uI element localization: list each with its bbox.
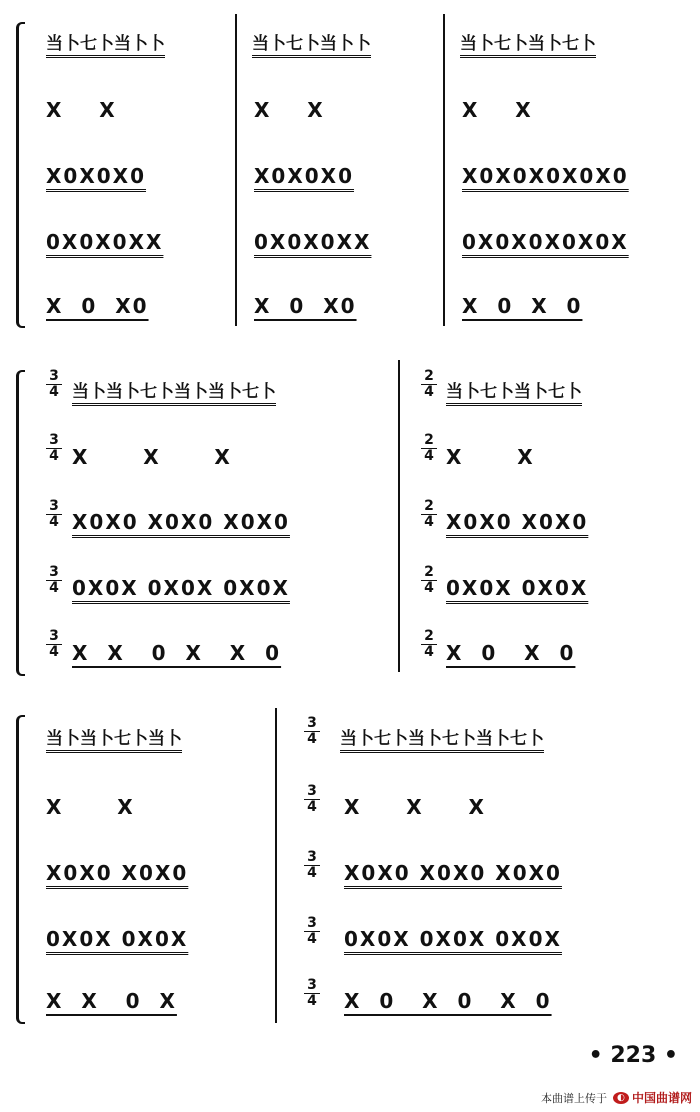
time-signature: 3 4: [304, 784, 320, 815]
time-signature: 3 4: [46, 369, 62, 400]
staff1-row5-m1: X 0 X0: [46, 294, 149, 318]
staff2-row2-m1: X X X: [72, 445, 232, 469]
time-signature: 3 4: [46, 629, 62, 660]
staff1-row2-m1: X X: [46, 98, 117, 122]
staff1-row3-m3: X0X0X0X0X0: [462, 164, 629, 188]
time-signature: 3 4: [304, 978, 320, 1009]
time-signature: 2 4: [421, 433, 437, 464]
staff1-row1-m3: 当卜七卜当卜七卜: [460, 34, 596, 54]
staff3-row1-m1: 当卜当卜七卜当卜: [46, 729, 182, 749]
upload-text: 本曲谱上传于: [540, 1091, 607, 1105]
staff2-row5-m1: X X 0 X X 0: [72, 641, 282, 665]
staff2-row4-m1: 0X0X 0X0X 0X0X: [72, 576, 290, 600]
barline: [443, 14, 445, 326]
staff3-row5-m1: X X 0 X: [46, 989, 177, 1013]
system-brace: [16, 370, 25, 676]
time-signature: 3 4: [304, 716, 320, 747]
barline: [275, 708, 277, 1023]
staff1-row3-m1: X0X0X0: [46, 164, 147, 188]
staff3-row5-m2: X 0 X 0 X 0: [344, 989, 552, 1013]
staff3-row3-m2: X0X0 X0X0 X0X0: [344, 861, 562, 885]
site-logo[interactable]: [613, 1089, 692, 1106]
time-signature: 2 4: [421, 369, 437, 400]
staff1-row3-m2: X0X0X0: [254, 164, 355, 188]
staff3-row4-m2: 0X0X 0X0X 0X0X: [344, 927, 562, 951]
system-brace: [16, 22, 25, 328]
site-name: 中国曲谱网: [631, 1091, 692, 1105]
staff3-row2-m1: X X: [46, 795, 135, 819]
staff1-row4-m1: 0X0X0XX: [46, 230, 164, 254]
staff1-row1-m1: 当卜七卜当卜卜: [46, 34, 165, 54]
barline: [398, 360, 400, 672]
time-signature: 2 4: [421, 565, 437, 596]
time-signature: 3 4: [304, 850, 320, 881]
staff2-row5-m2: X 0 X 0: [446, 641, 576, 665]
time-signature: 3 4: [304, 916, 320, 947]
staff2-row1-m1: 当卜当卜七卜当卜当卜七卜: [72, 382, 276, 402]
staff3-row2-m2: X X X: [344, 795, 486, 819]
staff3-row3-m1: X0X0 X0X0: [46, 861, 189, 885]
time-signature: 3 4: [46, 433, 62, 464]
staff3-row4-m1: 0X0X 0X0X: [46, 927, 189, 951]
time-signature: 3 4: [46, 499, 62, 530]
site-logo-icon: ◐: [613, 1092, 629, 1104]
system-brace: [16, 715, 25, 1024]
staff2-row3-m2: X0X0 X0X0: [446, 510, 589, 534]
time-signature: 2 4: [421, 499, 437, 530]
time-signature: 2 4: [421, 629, 437, 660]
staff1-row5-m2: X 0 X0: [254, 294, 357, 318]
staff1-row4-m3: 0X0X0X0X0X: [462, 230, 629, 254]
upload-footer: [541, 1089, 692, 1106]
staff3-row1-m2: 当卜七卜当卜七卜当卜七卜: [340, 729, 544, 749]
staff2-row4-m2: 0X0X 0X0X: [446, 576, 589, 600]
staff1-row2-m2: X X: [254, 98, 325, 122]
barline: [235, 14, 237, 326]
staff2-row2-m2: X X: [446, 445, 535, 469]
page-number: • 223 •: [588, 1043, 678, 1068]
time-signature: 3 4: [46, 565, 62, 596]
staff2-row1-m2: 当卜七卜当卜七卜: [446, 382, 582, 402]
staff1-row1-m2: 当卜七卜当卜卜: [252, 34, 371, 54]
staff1-row4-m2: 0X0X0XX: [254, 230, 372, 254]
staff2-row3-m1: X0X0 X0X0 X0X0: [72, 510, 290, 534]
staff1-row5-m3: X 0 X 0: [462, 294, 583, 318]
staff1-row2-m3: X X: [462, 98, 533, 122]
